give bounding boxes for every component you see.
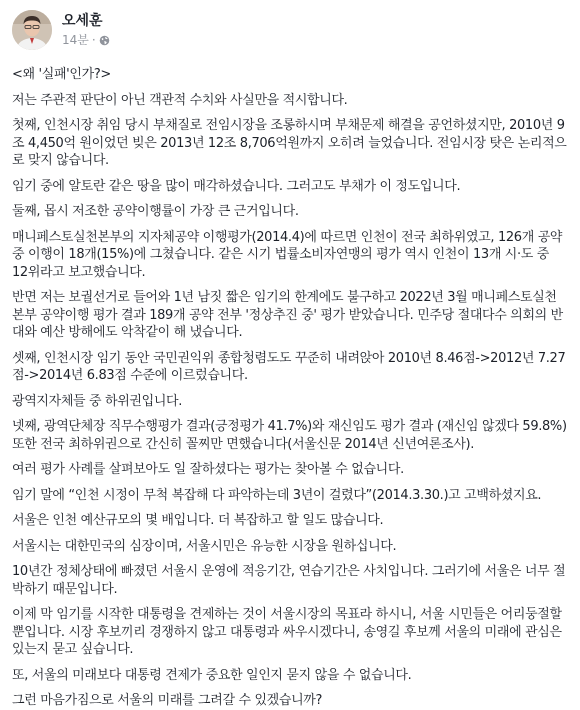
post-paragraph: 그런 마음가짐으로 서울의 미래를 그려갈 수 있겠습니까? bbox=[12, 693, 323, 708]
author-name[interactable]: 오세훈 bbox=[62, 13, 103, 29]
post-paragraph: 셋째, 인천시장 임기 동안 국민권익위 종합청렴도도 꾸준히 내려앉아 2010년 8.46점->2012년 7.27점->2014년 6.83점 수준에 이르렀습니다. bbox=[12, 350, 566, 383]
post-paragraph: 임기 중에 알토란 같은 땅을 많이 매각하셨습니다. 그러고도 부채가 이 정도입니다. bbox=[12, 178, 461, 194]
post-paragraph: 여러 평가 사례를 살펴보아도 일 잘하셨다는 평가는 찾아볼 수 없습니다. bbox=[12, 462, 404, 477]
post-title: <왜 '실패'인가?> bbox=[12, 67, 111, 82]
profile-photo-icon bbox=[12, 10, 52, 50]
post-timestamp[interactable]: 14분 bbox=[62, 33, 89, 47]
post-paragraph: 임기 말에 “인천 시정이 무척 복잡해 다 파악하는데 3년이 걸렸다”(2014.3.30.)고 고백하셨지요. bbox=[12, 487, 542, 503]
post-paragraph: 넷째, 광역단체장 직무수행평가 결과(긍정평가 41.7%)와 재신임도 평가 결과 (재신임 않겠다 59.8%) 또한 전국 최하위권으로 간신히 꼴찌만 면했습니다(서울신문 2014년 신년여론조사). bbox=[12, 419, 567, 452]
post-header bbox=[12, 8, 568, 56]
post-paragraph: 서울시는 대한민국의 심장이며, 서울시민은 유능한 시장을 원하십니다. bbox=[12, 538, 397, 554]
post-paragraph: 반면 저는 보궐선거로 들어와 1년 남짓 짧은 임기의 한계에도 불구하고 2022년 3월 매니페스토실천본부 공약이행 평가 결과 189개 공약 전부 '정상추진 중' 평가 받았습니다. 민주당 절대다수 의회의 반대와 예산 방해에도 악착같이 해 냈습니다. bbox=[12, 290, 563, 340]
post-paragraph: 10년간 정체상태에 빠졌던 서울시 운영에 적응기간, 연습기간은 사치입니다. 그러기에 서울은 너무 절박하기 때문입니다. bbox=[12, 564, 566, 597]
globe-icon[interactable] bbox=[99, 35, 110, 46]
avatar[interactable] bbox=[12, 10, 52, 50]
post-body bbox=[12, 66, 568, 710]
post-paragraph: 저는 주관적 판단이 아닌 객관적 수치와 사실만을 적시합니다. bbox=[12, 92, 348, 108]
separator-dot: · bbox=[91, 33, 96, 47]
post-paragraph: 매니페스토실천본부의 지자체공약 이행평가(2014.4)에 따르면 인천이 전국 최하위였고, 126개 공약 중 이행이 18개(15%)에 그쳤습니다. 같은 시기 법률소비자연맹의 평가 역시 인천이 13개 시·도 중 12위라고 보고했습니다. bbox=[12, 229, 563, 280]
post-paragraph: 이제 막 임기를 시작한 대통령을 견제하는 것이 서울시장의 목표라 하시니, 서울 시민들은 어리둥절할 뿐입니다. 시장 후보끼리 경쟁하지 않고 대통령과 싸우시겠다니, 송영길 후보께 서울의 미래에 관심은 있는지 묻고 싶습니다. bbox=[12, 607, 562, 657]
post-paragraph: 또, 서울의 미래보다 대통령 견제가 중요한 일인지 묻지 않을 수 없습니다. bbox=[12, 667, 412, 683]
post-meta bbox=[62, 8, 110, 48]
post-paragraph: 서울은 인천 예산규모의 몇 배입니다. 더 복잡하고 할 일도 많습니다. bbox=[12, 513, 384, 528]
post-paragraph: 광역지자체들 중 하위권입니다. bbox=[12, 393, 183, 409]
post-paragraph: 첫째, 인천시장 취임 당시 부채질로 전임시장을 조롱하시며 부채문제 해결을 공언하셨지만, 2010년 9조 4,450억 원이었던 빚은 2013년 12조 8,706억원까지 오히려 늘었습니다. 전임시장 탓은 논리적으로 맞지 않습니다. bbox=[12, 118, 567, 168]
post-paragraph: 둘째, 몹시 저조한 공약이행률이 가장 큰 근거입니다. bbox=[12, 204, 299, 219]
post-subline bbox=[62, 32, 110, 48]
